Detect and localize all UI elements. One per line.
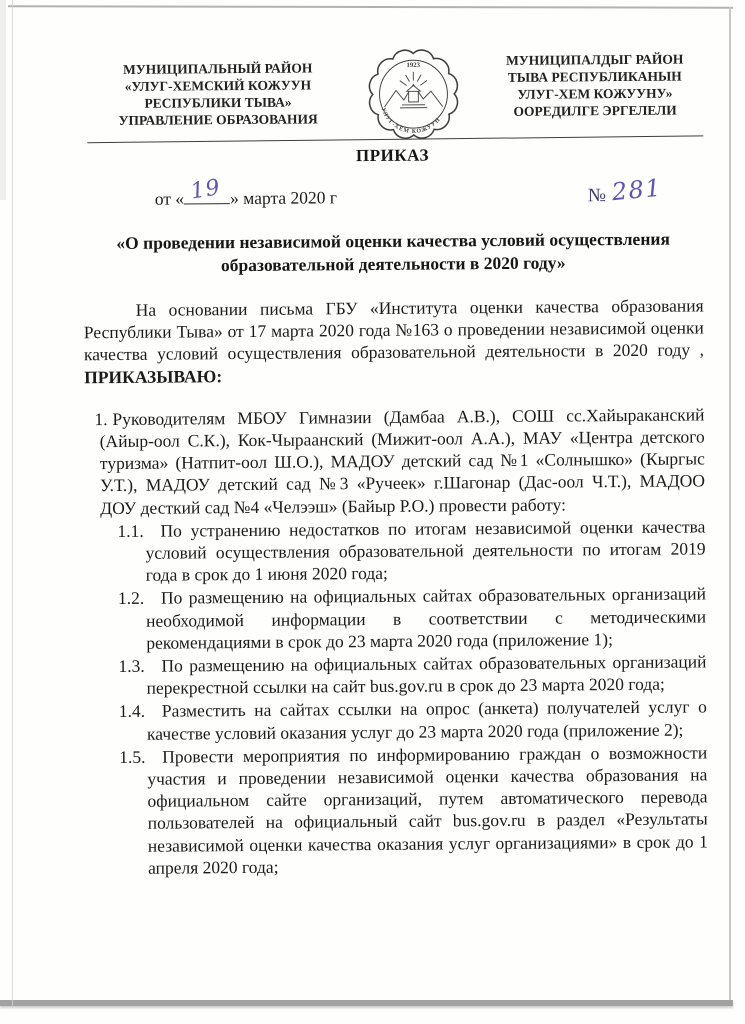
doc-type-heading: ПРИКАЗ [355, 145, 430, 166]
org-line: УЛУГ-ХЕМ КОЖУУНУ» [517, 85, 673, 102]
org-line: РЕСПУБЛИКИ ТЫВА» [144, 94, 292, 111]
list-item [84, 403, 705, 519]
org-line: ТЫВА РЕСПУБЛИКАНЫН [507, 68, 682, 85]
preamble: На основании письма ГБУ «Института оценки качества образования Республики Тыва» от 17 марта 2020 года №163 о проведении независимой оценки качества условий осуществления образовательной деятельности в 2020 году , ПРИКАЗЫВАЮ: [83, 295, 705, 387]
order-list [84, 403, 708, 879]
list-item [85, 515, 706, 586]
doc-title: «О проведении независимой оценки качества условий осуществления образовательной деятельности в 2020 году» [116, 228, 670, 276]
scan-edge-top [8, 5, 733, 9]
org-line: УПРАВЛЕНИЕ ОБРАЗОВАНИЯ [118, 111, 318, 128]
org-line: ООРЕДИЛГЕ ЭРГЕЛЕЛИ [513, 102, 677, 119]
org-name-russian [92, 59, 345, 129]
scan-edge-right [729, 7, 731, 1002]
handwritten-number: 281 [610, 173, 664, 207]
scan-edge-bottom [0, 1000, 733, 1006]
scan-shadow-left [0, 0, 6, 200]
org-line: МУНИЦИПАЛДЫГ РАЙОН [506, 51, 684, 68]
item-text: По размещению на официальных сайтах образовательных организаций перекрестной ссылки на сайт bus.gov.ru в срок до 23 марта 2020 года; [146, 651, 707, 699]
item-number: 1.2. [117, 588, 145, 609]
item-number: 1.1. [117, 520, 144, 541]
list-item [87, 696, 707, 745]
item-number: 1.4. [118, 701, 146, 722]
list-item [86, 583, 707, 654]
date-line [154, 175, 338, 209]
org-line: «УЛУГ-ХЕМСКИЙ КОЖУУН [124, 77, 312, 94]
scan-edge-left [12, 0, 13, 1008]
list-item [87, 741, 708, 879]
document-body [84, 294, 709, 880]
number-sign: № [587, 185, 606, 207]
doc-number [587, 173, 664, 208]
kozhuun-seal-icon [365, 44, 463, 144]
item-text: Провести мероприятия по информированию граждан о возможности участия и проведении независимой оценки качества образования на официальном сайте организаций, путем автоматического перевода пользователей на официальный сайт bus.gov.ru в раздел «Результаты независимой оценки качества оказания услуг организациями» в срок до 1 апреля 2020 года; [147, 742, 708, 878]
org-line: МУНИЦИПАЛЬНЫЙ РАЙОН [123, 60, 313, 77]
date-suffix: » марта 2020 г [229, 187, 338, 209]
list-item [86, 650, 706, 699]
handwritten-day: 19 [189, 175, 223, 205]
item-text: Руководителям МБОУ Гимназии (Дамбаа А.В.), СОШ сс.Хайыраканский (Айыр-оол С.К.), Кок-Чыраанский (Мижит-оол А.А.), МАУ «Центра детского туризма» (Натпит-оол Ш.О.), МАДОУ детский сад №1 «Солнышко» (Кыргыс У.Т.), МАДОУ детский сад №3 «Ручеек» г.Шагонар (Дас-оол Ч.Т.), МАДОО ДОУ десткий сад №4 «Челээш» (Байыр Р.О.) провести работу: [99, 404, 706, 518]
item-number: 1.3. [118, 655, 145, 677]
date-blank-line [184, 175, 230, 205]
seal-ribbon-text: УЛУГ-ХЕМ КОЖУУН [379, 107, 443, 136]
item-text: По размещению на официальных сайтах образовательных организаций необходимой информации в соответствии с методическими рекомендациями в срок до 23 марта 2020 года (приложение 1); [146, 583, 707, 653]
item-number: 1.5. [119, 746, 146, 767]
date-number-row [83, 173, 703, 210]
order-keyword: ПРИКАЗЫВАЮ: [84, 365, 223, 387]
item-text: Разместить на сайтах ссылки на опрос (анкета) получателей услуг о качестве условий оказания услуг до 23 марта 2020 года (приложение 2); [146, 696, 707, 744]
date-prefix: от « [154, 188, 185, 209]
org-name-tuvan [474, 50, 717, 120]
seal-year: 1923 [406, 61, 421, 70]
item-text: По устранению недостатков по итогам независимой оценки качества условий осуществления образовательной деятельности по итогам 2019 года в срок до 1 июня 2020 года; [145, 516, 706, 586]
item-number: 1. [94, 408, 108, 429]
